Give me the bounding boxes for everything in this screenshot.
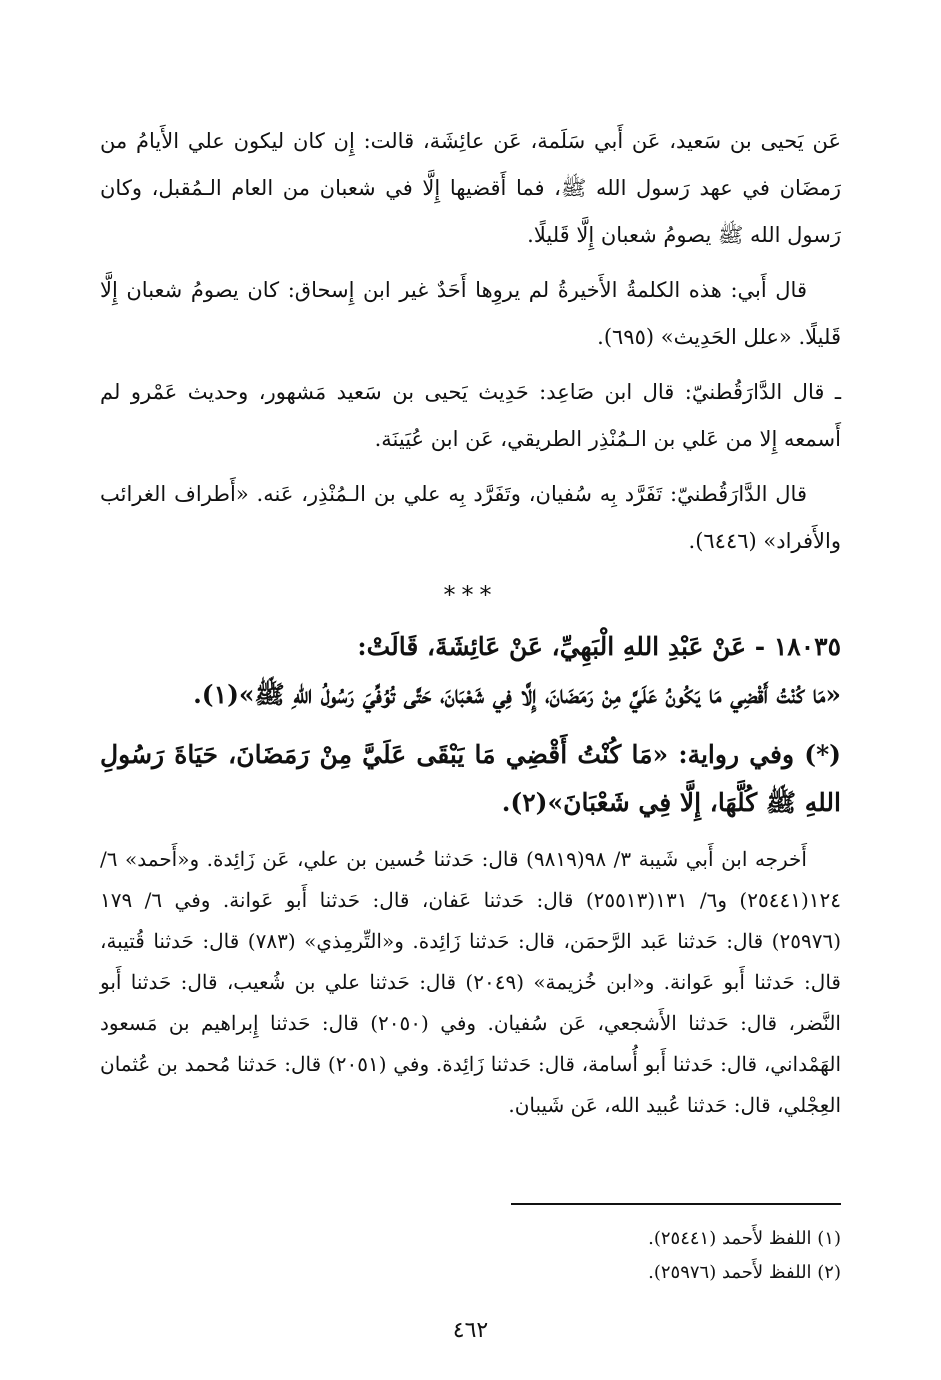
footnote-1: (١) اللفظ لأَحمد (٢٥٤٤١). xyxy=(648,1228,841,1249)
footnote-2: (٢) اللفظ لأَحمد (٢٥٩٧٦). xyxy=(648,1262,841,1283)
footnote-divider xyxy=(511,1203,841,1205)
hadith-number-line: ١٨٠٣٥ - عَنْ عَبْدِ اللهِ الْبَهِيِّ، عَنْ عَائِشَةَ، قَالَتْ: xyxy=(357,632,841,661)
section-separator: *** xyxy=(443,581,498,609)
variant-narration: (*) وفي رواية: «مَا كُنْتُ أَقْضِي مَا يَبْقَى عَلَيَّ مِنْ رَمَضَانَ، حَيَاةَ رَسُولِ اللهِ ﷺ كُلَّهَا، إِلَّا فِي شَعْبَانَ»(٢). xyxy=(100,740,841,817)
page-body xyxy=(100,118,841,1126)
page-number: ٤٦٢ xyxy=(452,1318,489,1343)
hadith-text: «مَا كُنْتُ أَقْضِي مَا يَكُونُ عَلَيَّ مِنْ رَمَضَانَ، إِلَّا فِي شَعْبَانَ، حَتَّى تُوُفِّيَ رَسُولُ اللهِ ﷺ»(١). xyxy=(193,680,841,709)
paragraph-daraqutni-1: ـ قال الدَّارَقُطنيّ: قال ابن صَاعِد: حَدِيث يَحيى بن سَعيد مَشهور، وحديث عَمْرو لم أَسمعه إِلا من عَلي بن الـمُنْذِر الطريقي، عَن ابن عُيَينَة. xyxy=(100,380,841,451)
paragraph-continuation: عَن يَحيى بن سَعيد، عَن أَبي سَلَمة، عَن عائِشَة، قالت: إِن كان ليكون علي الأَيامُ من رَمضَان في عهد رَسول الله ﷺ، فما أَقضيها إِلَّا في شعبان من العام الـمُقبل، وكان رَسول الله ﷺ يصومُ شعبان إِلَّا قَليلًا. xyxy=(100,129,841,247)
takhrij-paragraph: أَخرجه ابن أَبي شَيبة ٣/ ٩٨(٩٨١٩) قال: حَدثنا حُسين بن علي، عَن زَائِدة. و«أَحمد» ٦/ ١٢٤(٢٥٤٤١) و٦/ ١٣١(٢٥٥١٣) قال: حَدثنا عَفان، قال: حَدثنا أَبو عَوانة. وفي ٦/ ١٧٩ (٢٥٩٧٦) قال: حَدثنا عَبد الرَّحمَن، قال: حَدثنا زَائِدة. و«التِّرمِذي» (٧٨٣) قال: حَدثنا قُتيبة، قال: حَدثنا أَبو عَوانة. و«ابن خُزيمة» (٢٠٤٩) قال: حَدثنا علي بن شُعيب، قال: حَدثنا أَبو النَّضر، قال: حَدثنا الأَشجعي، عَن سُفيان. وفي (٢٠٥٠) قال: حَدثنا إِبراهيم بن مَسعود الهَمْداني، قال: حَدثنا أَبو أُسامة، قال: حَدثنا زَائِدة. وفي (٢٠٥١) قال: حَدثنا مُحمد بن عُثمان العِجْلي، قال: حَدثنا عُبيد الله، عَن شَيبان. xyxy=(100,847,842,1117)
paragraph-daraqutni-2: قال الدَّارَقُطنيّ: تَفَرَّد بِه سُفيان، وتَفَرَّد بِه علي بن الـمُنْذِر، عَنه. «أَطراف الغرائب والأَفراد» (٦٤٤٦). xyxy=(100,482,841,553)
footnotes xyxy=(100,1222,841,1290)
paragraph-abi-comment: قال أَبي: هذه الكلمةُ الأَخيرةُ لم يروِها أَحَدٌ غير ابن إِسحاق: كان يصومُ شعبان إِلَّا قَليلًا. «علل الحَدِيث» (٦٩٥). xyxy=(100,278,841,349)
